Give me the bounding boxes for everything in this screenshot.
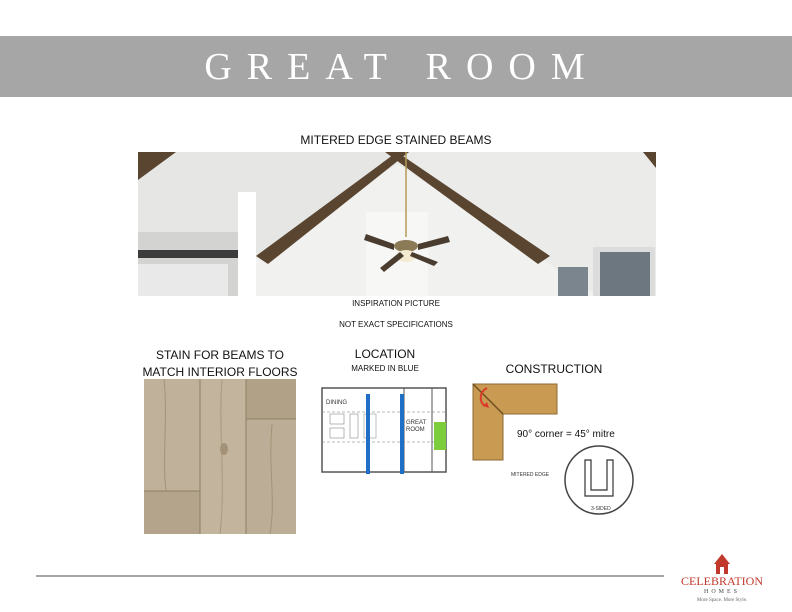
construction-diagram (471, 382, 651, 522)
plan-label-dining: DINING (326, 400, 347, 406)
title-banner (0, 36, 792, 97)
specifications-note: NOT EXACT SPECIFICATIONS (339, 320, 453, 329)
construction-heading: CONSTRUCTION (505, 362, 603, 376)
three-sided-label: 3-SIDED (591, 506, 611, 512)
stain-heading-line-2: MATCH INTERIOR FLOORS (142, 365, 298, 379)
stain-heading (138, 347, 302, 381)
floor-plan (320, 384, 448, 478)
footer-divider (36, 575, 664, 577)
logo-name: CELEBRATION (681, 574, 763, 588)
corner-formula: 90° corner = 45° mitre (517, 429, 615, 440)
location-heading: LOCATION (354, 347, 416, 361)
inspiration-photo (138, 152, 656, 296)
page-title: GREAT ROOM (204, 45, 600, 88)
location-subheading: MARKED IN BLUE (351, 364, 419, 373)
plan-label-room: ROOM (406, 427, 425, 433)
inspiration-note: INSPIRATION PICTURE (352, 299, 440, 308)
main-caption: MITERED EDGE STAINED BEAMS (300, 133, 492, 147)
logo-sub: HOMES (703, 589, 741, 595)
stain-heading-line-1: STAIN FOR BEAMS TO (155, 348, 285, 362)
company-logo (672, 548, 772, 608)
wood-stain-sample (144, 379, 296, 534)
mitered-edge-label: MITERED EDGE (511, 472, 550, 478)
plan-label-great: GREAT (406, 420, 427, 426)
logo-tagline: More Space. More Style. (696, 598, 748, 603)
